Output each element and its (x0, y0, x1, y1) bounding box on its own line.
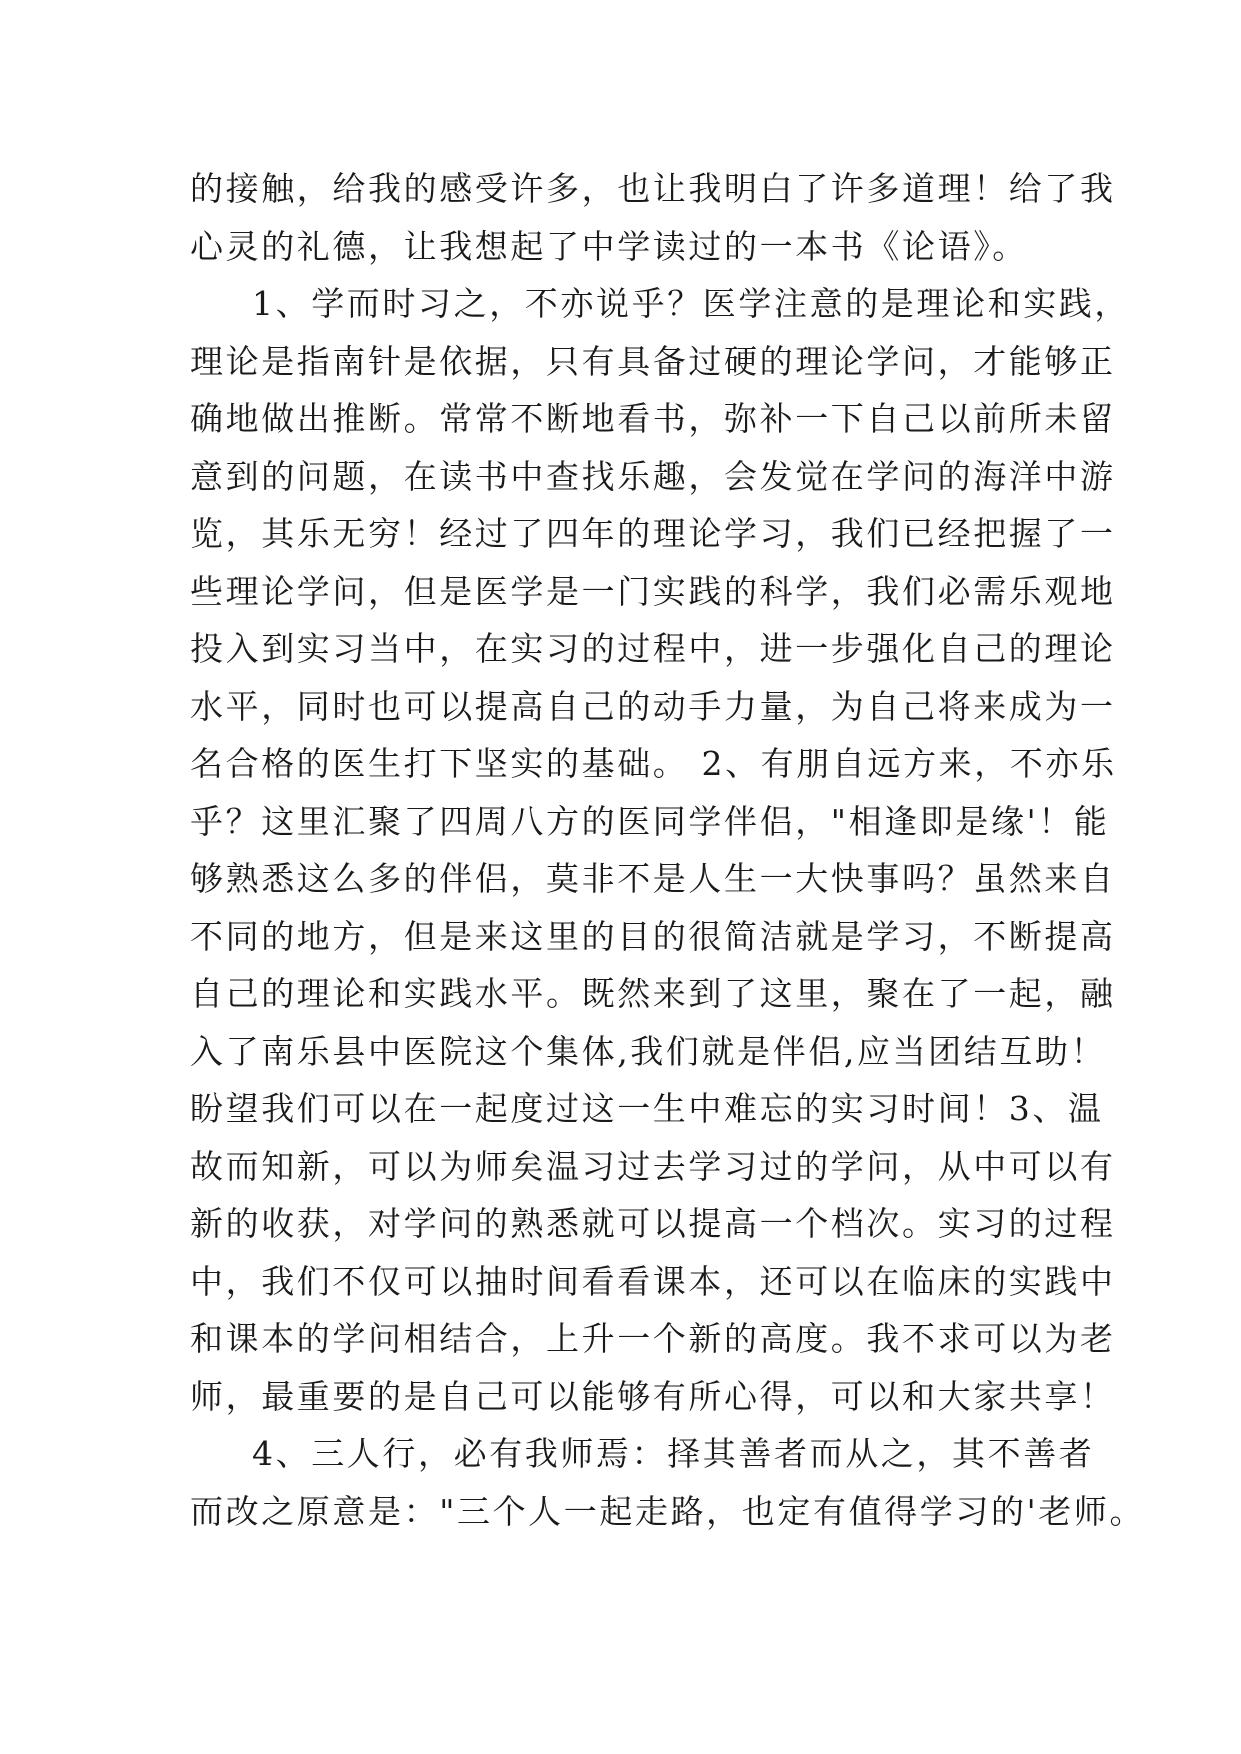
text-line: 和课本的学问相结合，上升一个新的高度。我不求可以为老 (190, 1319, 1116, 1358)
text-line: 师，最重要的是自己可以能够有所心得，可以和大家共享！ (190, 1376, 1116, 1416)
text-line: 的接触，给我的感受许多，也让我明白了许多道理！给了我 (190, 169, 1116, 208)
text-line: 不同的地方，但是来这里的目的很简洁就是学习，不断提高 (190, 916, 1116, 956)
text-line: 投入到实习当中，在实习的过程中，进一步强化自己的理论 (190, 629, 1116, 668)
text-line: 心灵的礼德，让我想起了中学读过的一本书《论语》。 (190, 226, 1028, 266)
text-line: 些理论学问，但是医学是一门实践的科学，我们必需乐观地 (190, 571, 1116, 611)
text-line: 故而知新，可以为师矣温习过去学习过的学问，从中可以有 (190, 1146, 1116, 1186)
text-line: 确地做出推断。常常不断地看书，弥补一下自己以前所未留 (190, 399, 1116, 438)
text-line: 理论是指南针是依据，只有具备过硬的理论学问，才能够正 (190, 341, 1116, 381)
text-line: 够熟悉这么多的伴侣，莫非不是人生一大快事吗？虽然来自 (190, 859, 1116, 898)
text-line: 新的收获，对学问的熟悉就可以提高一个档次。实习的过程 (190, 1204, 1116, 1243)
text-line: 意到的问题，在读书中查找乐趣，会发觉在学问的海洋中游 (190, 456, 1116, 496)
text-line: 1、学而时习之，不亦说乎？医学注意的是理论和实践， (252, 284, 1130, 323)
text-line: 自己的理论和实践水平。既然来到了这里，聚在了一起，融 (190, 974, 1116, 1013)
text-line: 入了南乐县中医院这个集体,我们就是伴侣,应当团结互助！ (190, 1031, 1107, 1071)
text-line: 乎？这里汇聚了四周八方的医同学伴侣，"相逢即是缘'！能 (190, 801, 1110, 841)
body-text (190, 160, 1146, 1540)
text-line: 中，我们不仅可以抽时间看看课本，还可以在临床的实践中 (190, 1261, 1116, 1301)
text-line: 4、三人行，必有我师焉：择其善者而从之，其不善者 (252, 1434, 1095, 1473)
text-line: 览，其乐无穷！经过了四年的理论学习，我们已经把握了一 (190, 514, 1116, 553)
text-line: 水平，同时也可以提高自己的动手力量，为自己将来成为一 (190, 686, 1116, 726)
text-line: 名合格的医生打下坚实的基础。 2、有朋自远方来，不亦乐 (190, 744, 1117, 783)
text-line: 而改之原意是："三个人一起走路，也定有值得学习的'老师。 (190, 1491, 1146, 1531)
text-line: 盼望我们可以在一起度过这一生中难忘的实习时间！3、温 (190, 1089, 1104, 1128)
